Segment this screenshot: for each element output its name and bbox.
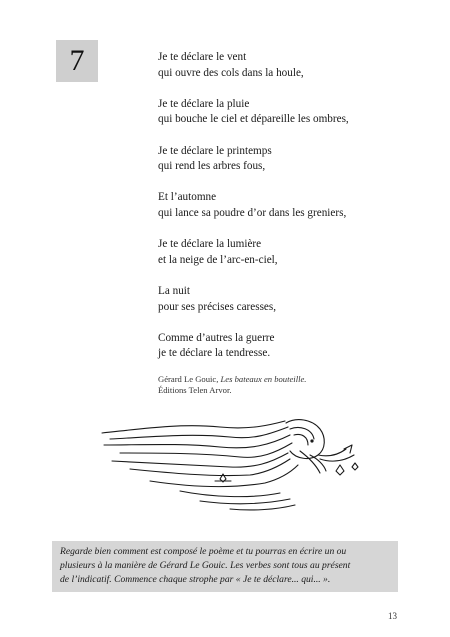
poem [158, 50, 398, 377]
poem-line: qui ouvre des cols dans la houle, [158, 66, 304, 79]
poem-line: je te déclare la tendresse. [158, 347, 271, 360]
poem-line: et la neige de l’arc-en-ciel, [158, 253, 278, 266]
stanza [158, 190, 398, 221]
stanza [158, 331, 398, 362]
stanza [158, 97, 398, 128]
poem-line: Comme d’autres la guerre [158, 331, 275, 344]
poem-line: qui rend les arbres fous, [158, 160, 266, 173]
stanza [158, 284, 398, 315]
stanza [158, 237, 398, 268]
poem-line: Je te déclare le vent [158, 51, 247, 63]
exercise-line: de l’indicatif. Commence chaque strophe par « Je te déclare... qui... ». [60, 573, 331, 585]
source-citation [158, 374, 398, 396]
citation-line [158, 374, 398, 385]
poem-line: Je te déclare le printemps [158, 144, 272, 157]
page-number: 13 [388, 611, 397, 621]
exercise-line: Regarde bien comment est composé le poème et tu pourras en écrire un ou [60, 546, 347, 557]
stanza [158, 144, 398, 175]
exercise-line: plusieurs à la manière de Gérard Le Gouic. Les verbes sont tous au présent [60, 559, 351, 571]
citation-author: Gérard Le Gouic, [158, 374, 221, 384]
poem-line: qui lance sa poudre d’or dans les greniers, [158, 206, 347, 219]
poem-line: Et l’automne [158, 191, 217, 204]
poem-line: qui bouche le ciel et dépareille les ombres, [158, 113, 349, 126]
poem-line: pour ses précises caresses, [158, 300, 277, 313]
citation-book-title: Les bateaux en bouteille. [220, 374, 307, 384]
chapter-number: 7 [69, 44, 85, 77]
poem-line: Je te déclare la lumière [158, 238, 262, 251]
citation-publisher: Éditions Telen Arvor. [158, 385, 232, 395]
bird-wind-illustration [100, 415, 365, 515]
exercise-box [52, 541, 398, 592]
chapter-number-box [56, 40, 98, 82]
poem-line: La nuit [158, 284, 191, 297]
poem-line: Je te déclare la pluie [158, 97, 250, 110]
stanza [158, 50, 398, 81]
